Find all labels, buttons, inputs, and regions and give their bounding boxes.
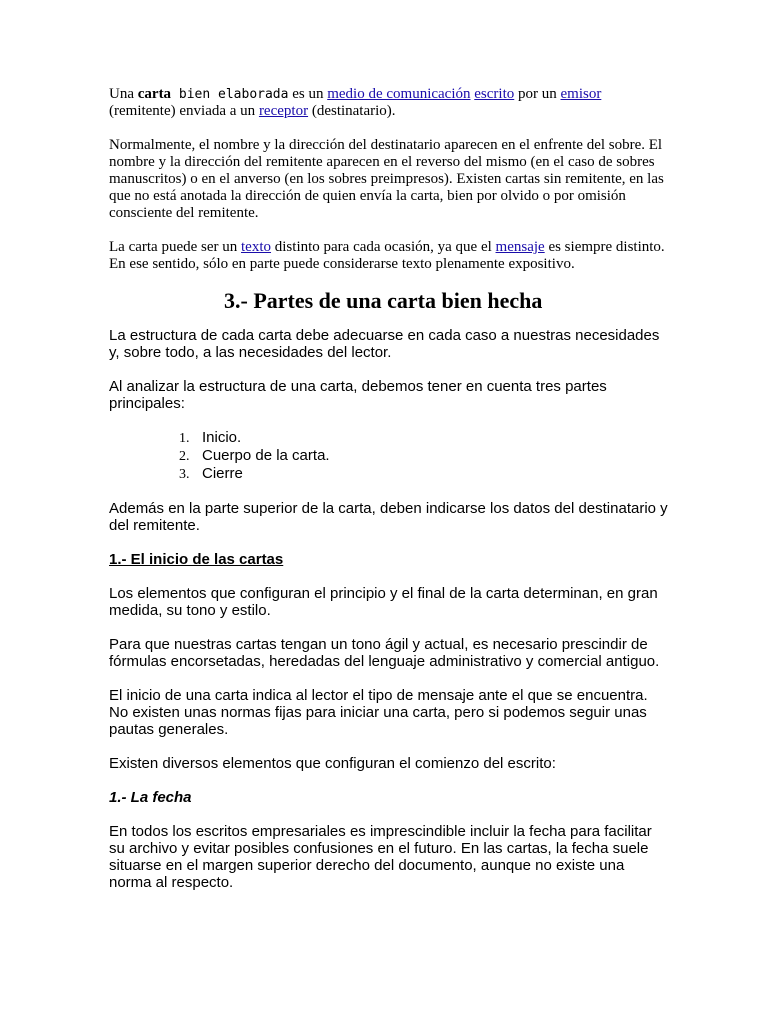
list-text: Inicio. [202, 429, 242, 446]
subheading-inicio: 1.- El inicio de las cartas [109, 551, 284, 568]
list-text: Cierre [202, 465, 243, 482]
list-item [179, 429, 669, 447]
link-mensaje[interactable]: mensaje [495, 239, 545, 255]
paragraph-diversos: Existen diversos elementos que configuran el comienzo del escrito: [109, 755, 556, 772]
list-number: 1. [179, 431, 190, 446]
text-run: es siempre distinto. En ese sentido, sólo en parte puede considerarse texto plenamente expositivo. [109, 239, 665, 272]
intro-paragraph-2: Normalmente, el nombre y la dirección del destinatario aparecen en el enfrente del sobre. El nombre y la dirección del remitente aparecen en el reverso del mismo (en el caso de sobres manuscritos) o en el anverso (en los sobres preimpresos). Existen cartas sin remitente, en las que no está anotada la dirección de quien envía la carta, bien por olvido o por omisión consciente del remitente. [109, 137, 664, 221]
list-item [179, 465, 669, 483]
intro-paragraph-3 [109, 239, 669, 273]
text-run: (destinatario). [308, 103, 396, 119]
paragraph-inicio-carta: El inicio de una carta indica al lector el tipo de mensaje ante el que se encuentra. No existen unas normas fijas para iniciar una carta, pero si podemos seguir unas pautas generales. [109, 687, 648, 738]
text-run: distinto para cada ocasión, ya que el [271, 239, 496, 255]
text-run: bien elaborada [171, 87, 289, 102]
text-run: por un [514, 86, 561, 102]
document-page [109, 86, 669, 891]
list-number: 3. [179, 467, 190, 482]
text-run: Una [109, 86, 138, 102]
section-title: 3.- Partes de una carta bien hecha [224, 288, 543, 313]
list-number: 2. [179, 449, 190, 464]
link-escrito[interactable]: escrito [474, 86, 515, 102]
parts-list [109, 429, 669, 483]
paragraph-analizar: Al analizar la estructura de una carta, debemos tener en cuenta tres partes principales: [109, 378, 607, 412]
text-run: (remitente) enviada a un [109, 103, 259, 119]
subheading-fecha: 1.- La fecha [109, 789, 192, 806]
link-medio-de-comunicacion[interactable]: medio de comunicación [327, 86, 471, 102]
link-texto[interactable]: texto [241, 239, 272, 255]
text-run: La carta puede ser un [109, 239, 242, 255]
link-emisor[interactable]: emisor [560, 86, 602, 102]
link-receptor[interactable]: receptor [258, 103, 309, 119]
paragraph-tono: Para que nuestras cartas tengan un tono ágil y actual, es necesario prescindir de fórmulas encorsetadas, heredadas del lenguaje administrativo y comercial antiguo. [109, 636, 660, 670]
paragraph-elementos: Los elementos que configuran el principio y el final de la carta determinan, en gran medida, su tono y estilo. [109, 585, 658, 619]
paragraph-fecha: En todos los escritos empresariales es imprescindible incluir la fecha para facilitar su archivo y evitar posibles confusiones en el futuro. En las cartas, la fecha suele situarse en el margen superior derecho del documento, aunque no existe una norma al respecto. [109, 823, 652, 891]
bold-term: carta [137, 86, 172, 102]
list-text: Cuerpo de la carta. [202, 447, 330, 464]
intro-paragraph-1 [109, 86, 669, 120]
list-item [179, 447, 669, 465]
paragraph-ademas: Además en la parte superior de la carta, deben indicarse los datos del destinatario y del remitente. [109, 500, 668, 534]
paragraph-estructura: La estructura de cada carta debe adecuarse en cada caso a nuestras necesidades y, sobre todo, a las necesidades del lector. [109, 327, 660, 361]
text-run: es un [288, 86, 328, 102]
